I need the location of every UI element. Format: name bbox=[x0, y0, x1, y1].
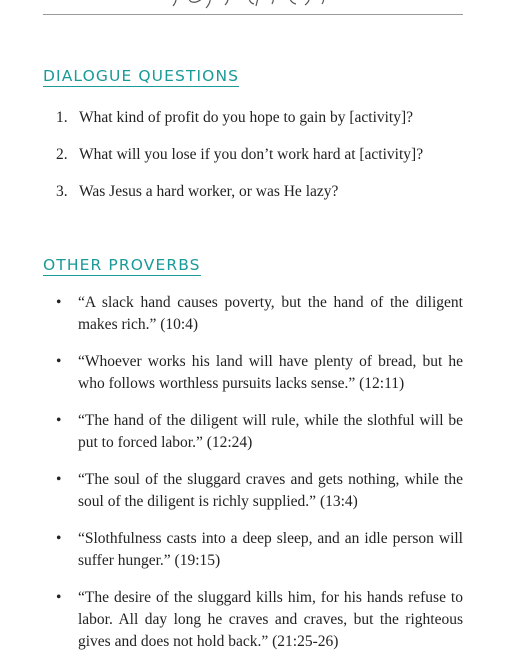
list-number: 2. bbox=[56, 146, 68, 163]
question-text: What will you lose if you don’t work hard at [activity]? bbox=[79, 146, 424, 163]
dialogue-questions-heading: DIALOGUE QUESTIONS bbox=[43, 67, 240, 85]
script-heading-decoration bbox=[150, 0, 370, 10]
list-item bbox=[56, 181, 466, 203]
list-item bbox=[56, 292, 463, 336]
list-item bbox=[56, 107, 466, 129]
bullet: • bbox=[56, 530, 62, 547]
bullet: • bbox=[56, 353, 62, 370]
question-text: What kind of profit do you hope to gain by [activity]? bbox=[79, 109, 414, 126]
list-item bbox=[56, 351, 463, 395]
bullet: • bbox=[56, 589, 62, 606]
list-item bbox=[56, 587, 463, 653]
proverb-text: “Whoever works his land will have plenty of bread, but he who follows worthless pursuits lacks sense.” (12:11) bbox=[78, 353, 463, 392]
list-number: 3. bbox=[56, 183, 68, 200]
proverb-text: “A slack hand causes poverty, but the hand of the diligent makes rich.” (10:4) bbox=[78, 294, 463, 333]
question-text: Was Jesus a hard worker, or was He lazy? bbox=[79, 183, 339, 200]
bullet: • bbox=[56, 294, 62, 311]
other-proverbs-list bbox=[56, 292, 463, 668]
bullet: • bbox=[56, 471, 62, 488]
list-item bbox=[56, 410, 463, 454]
dialogue-questions-list bbox=[56, 107, 466, 218]
list-item bbox=[56, 469, 463, 513]
proverb-text: “The soul of the sluggard craves and gets nothing, while the soul of the diligent is richly supplied.” (13:4) bbox=[78, 471, 463, 510]
bullet: • bbox=[56, 412, 62, 429]
proverb-text: “The hand of the diligent will rule, while the slothful will be put to forced labor.” (12:24) bbox=[78, 412, 463, 451]
list-number: 1. bbox=[56, 109, 68, 126]
other-proverbs-heading: OTHER PROVERBS bbox=[43, 256, 201, 274]
list-item bbox=[56, 144, 466, 166]
proverb-text: “Slothfulness casts into a deep sleep, and an idle person will suffer hunger.” (19:15) bbox=[78, 530, 463, 569]
top-divider bbox=[43, 14, 463, 15]
list-item bbox=[56, 528, 463, 572]
proverb-text: “The desire of the sluggard kills him, for his hands refuse to labor. All day long he craves and craves, but the righteous gives and does not hold back.” (21:25-26) bbox=[78, 589, 463, 650]
